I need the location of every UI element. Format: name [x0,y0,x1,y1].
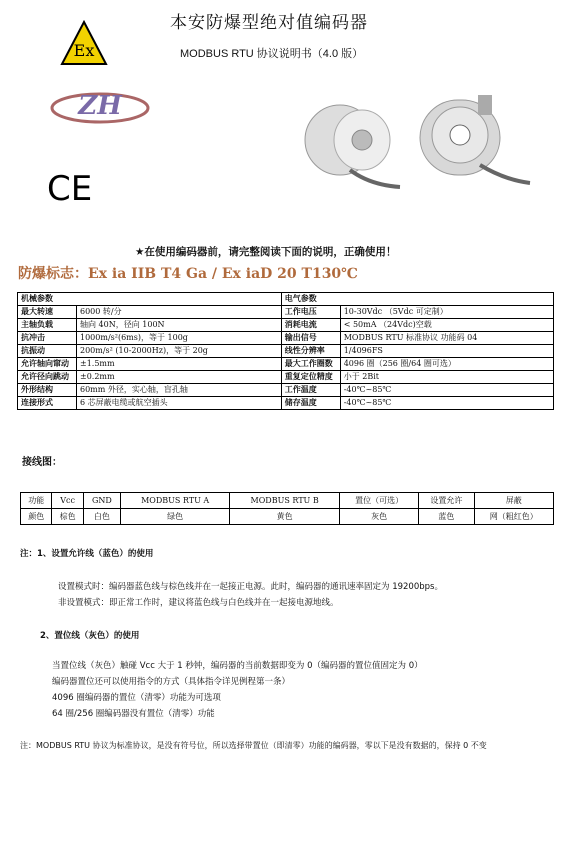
wiring-cell: 设置允许 [419,493,474,509]
wiring-cell: 棕色 [52,509,83,525]
wiring-cell: 灰色 [339,509,418,525]
param-value: ±1.5mm [77,358,282,371]
param-value: 小于 2Bit [340,371,553,384]
param-value: MODBUS RTU 标准协议 功能码 04 [340,332,553,345]
note-2-line-1: 当置位线（灰色）触碰 Vcc 大于 1 秒钟，编码器的当前数据即变为 0（编码器的置位值固定为 0） [52,661,423,671]
wiring-cell: 置位（可选） [339,493,418,509]
wiring-cell: 屏蔽 [474,493,553,509]
param-label: 连接形式 [18,397,77,410]
param-label: 重复定位精度 [281,371,340,384]
wiring-cell: MODBUS RTU B [230,493,340,509]
document-title: 本安防爆型绝对值编码器 [170,13,368,33]
table-row [18,345,554,358]
usage-warning: ★在使用编码器前，请完整阅读下面的说明，正确使用！ [135,246,397,258]
wiring-function-row [21,493,554,509]
mechanical-header: 机械参数 [18,293,282,306]
encoder-photo-hollow-shaft-icon [410,95,535,185]
param-value: 4096 圈（256 圈/64 圈可选） [340,358,553,371]
zh-logo-text: ZH [78,91,122,121]
note-1-line-2: 非设置模式：即正常工作时，建议将蓝色线与白色线并在一起接电源地线。 [58,598,339,608]
note-2-line-4: 64 圈/256 圈编码器没有置位（清零）功能 [52,709,215,719]
wiring-cell: 网（粗红色） [474,509,553,525]
ex-explosion-proof-icon [60,20,108,66]
param-value: 6 芯屏蔽电缆或航空插头 [77,397,282,410]
note-1-title: 注：1、设置允许线（蓝色）的使用 [20,549,154,559]
wiring-cell: 白色 [83,509,120,525]
param-label: 外形结构 [18,384,77,397]
document-subtitle: MODBUS RTU 协议说明书（4.0 版） [180,48,364,60]
note-2-line-2: 编码器置位还可以使用指令的方式（具体指令详见例程第一条） [52,677,291,687]
ce-logo-text: CE [47,169,93,206]
wiring-title: 接线图： [22,457,62,468]
param-value: 200m/s² (10-2000Hz)，等于 20g [77,345,282,358]
wiring-cell: MODBUS RTU A [120,493,229,509]
table-row [18,371,554,384]
table-row [18,332,554,345]
param-label: 最大转速 [18,306,77,319]
wiring-cell: 颜色 [21,509,52,525]
param-label: 抗振动 [18,345,77,358]
table-row [18,397,554,410]
param-value: 1000m/s²(6ms)，等于 100g [77,332,282,345]
param-label: 工作温度 [281,384,340,397]
table-row [18,358,554,371]
table-row [18,384,554,397]
param-value: -40℃~85℃ [340,384,553,397]
param-label: 工作电压 [281,306,340,319]
table-row [18,319,554,332]
param-value: 轴向 40N，径向 100N [77,319,282,332]
electrical-header: 电气参数 [281,293,553,306]
param-value: 6000 转/分 [77,306,282,319]
param-label: 允许轴向窜动 [18,358,77,371]
param-value: -40℃~85℃ [340,397,553,410]
wiring-cell: 蓝色 [419,509,474,525]
param-value: < 50mA （24Vdc)空载 [340,319,553,332]
table-row [18,306,554,319]
param-label: 储存温度 [281,397,340,410]
zh-brand-logo-icon [45,80,155,130]
wiring-cell: 黄色 [230,509,340,525]
note-2-line-3: 4096 圈编码器的置位（清零）功能为可选项 [52,693,221,703]
note-1-line-1: 设置模式时：编码器蓝色线与棕色线并在一起接正电源。此时，编码器的通讯速率固定为 19200bps。 [58,582,443,592]
ex-logo-text: Ex [73,41,95,60]
param-label: 输出信号 [281,332,340,345]
param-label: 最大工作圈数 [281,358,340,371]
param-value: ±0.2mm [77,371,282,384]
wiring-color-row [21,509,554,525]
wiring-cell: GND [83,493,120,509]
wiring-cell: 绿色 [120,509,229,525]
param-value: 10-30Vdc （5Vdc 可定制） [340,306,553,319]
param-value: 1/4096FS [340,345,553,358]
table-header-row [18,293,554,306]
parameter-table [17,292,554,410]
wiring-cell: Vcc [52,493,83,509]
param-value: 60mm 外径，实心轴，盲孔轴 [77,384,282,397]
wiring-table [20,492,554,525]
note-3: 注：MODBUS RTU 协议为标准协议，是没有符号位，所以选择带置位（即清零）功能的编码器，零以下是没有数据的，保持 0 不变 [20,741,487,750]
ce-mark-icon [45,168,95,206]
wiring-cell: 功能 [21,493,52,509]
param-label: 消耗电流 [281,319,340,332]
note-2-title: 2、置位线（灰色）的使用 [40,631,140,641]
param-label: 线性分辨率 [281,345,340,358]
encoder-photo-solid-shaft-icon [290,95,415,190]
param-label: 允许径向跳动 [18,371,77,384]
param-label: 抗冲击 [18,332,77,345]
ex-marking: 防爆标志：Ex ia IIB T4 Ga / Ex iaD 20 T130℃ [18,266,358,282]
param-label: 主轴负载 [18,319,77,332]
